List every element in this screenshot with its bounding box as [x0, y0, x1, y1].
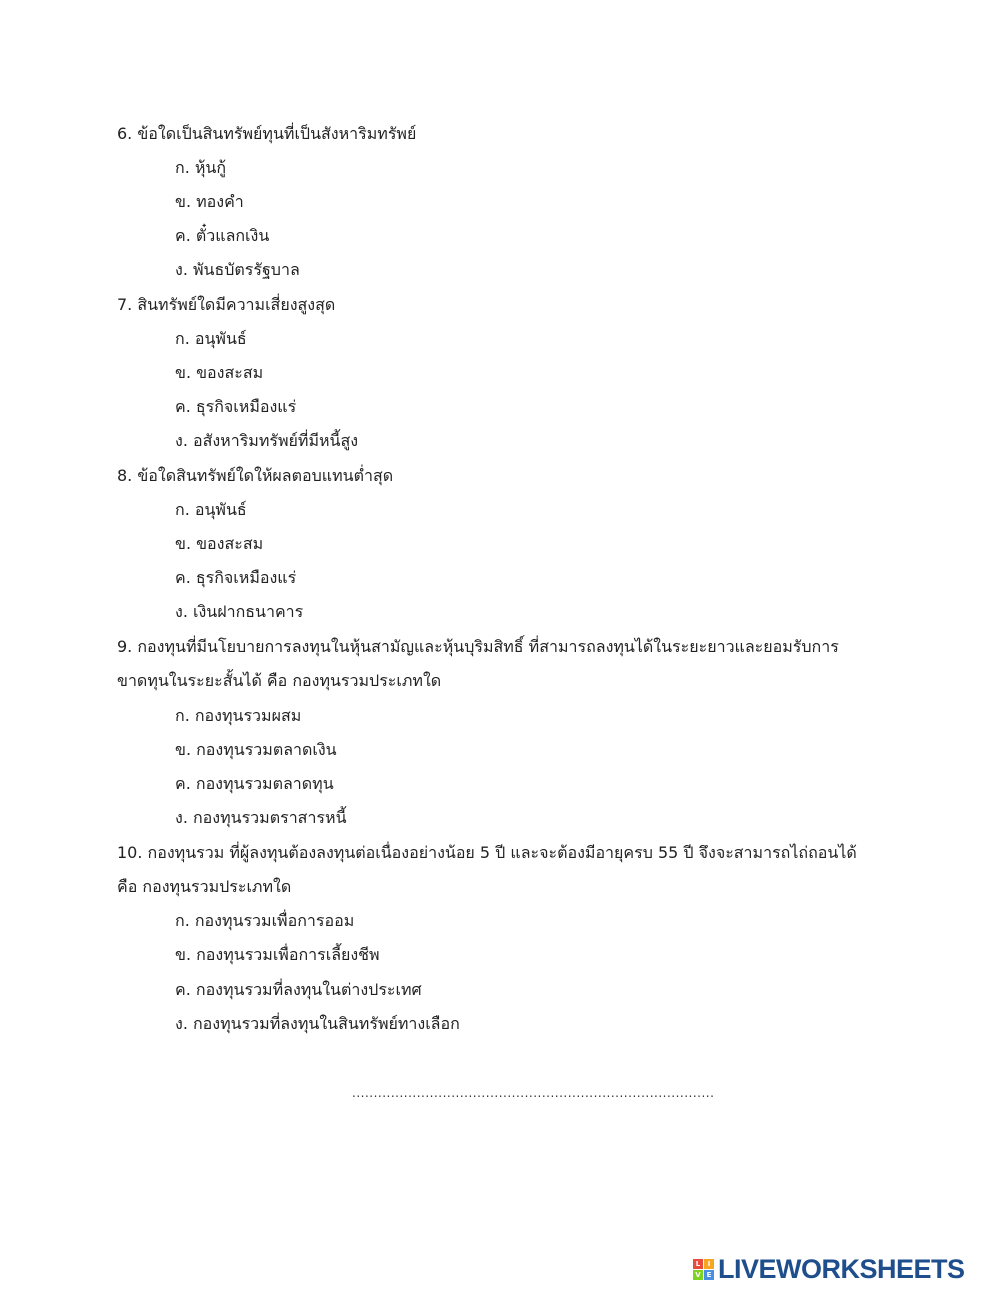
dotted-separator: ....................................................................................	[352, 1086, 715, 1100]
question-10-line-1: 10. กองทุนรวม ที่ผู้ลงทุนต้องลงทุนต่อเนื่องอย่างน้อย 5 ปี และจะต้องมีอายุครบ 55 ปี จึงจะสามารถไถ่ถอนได้	[117, 843, 857, 862]
question-9-option-b[interactable]: ข. กองทุนรวมตลาดเงิน	[175, 740, 337, 759]
liveworksheets-logo-icon	[693, 1259, 714, 1280]
question-10-option-c[interactable]: ค. กองทุนรวมที่ลงทุนในต่างประเทศ	[175, 980, 422, 999]
question-8-option-c[interactable]: ค. ธุรกิจเหมืองแร่	[175, 568, 297, 587]
logo-letter-i: I	[704, 1259, 714, 1269]
question-10-option-d[interactable]: ง. กองทุนรวมที่ลงทุนในสินทรัพย์ทางเลือก	[175, 1014, 460, 1033]
question-10-option-a[interactable]: ก. กองทุนรวมเพื่อการออม	[175, 911, 355, 930]
question-7: 7. สินทรัพย์ใดมีความเสี่ยงสูงสุด	[117, 295, 336, 314]
logo-letter-l: L	[693, 1259, 703, 1269]
liveworksheets-logo	[693, 1253, 965, 1284]
question-9-option-c[interactable]: ค. กองทุนรวมตลาดทุน	[175, 774, 334, 793]
question-6-option-d[interactable]: ง. พันธบัตรรัฐบาล	[175, 260, 300, 279]
question-8: 8. ข้อใดสินทรัพย์ใดให้ผลตอบแทนต่ำสุด	[117, 466, 394, 485]
question-9-option-d[interactable]: ง. กองทุนรวมตราสารหนี้	[175, 808, 347, 827]
question-8-option-b[interactable]: ข. ของสะสม	[175, 534, 264, 553]
question-6-option-b[interactable]: ข. ทองคำ	[175, 192, 244, 211]
liveworksheets-wordmark: LIVEWORKSHEETS	[718, 1253, 965, 1284]
question-7-option-d[interactable]: ง. อสังหาริมทรัพย์ที่มีหนี้สูง	[175, 431, 359, 450]
question-7-option-b[interactable]: ข. ของสะสม	[175, 363, 264, 382]
logo-letter-v: V	[693, 1270, 703, 1280]
question-8-option-d[interactable]: ง. เงินฝากธนาคาร	[175, 602, 304, 621]
question-9-line-1: 9. กองทุนที่มีนโยบายการลงทุนในหุ้นสามัญและหุ้นบุริมสิทธิ์ ที่สามารถลงทุนได้ในระยะยาวและยอมรับการ	[117, 637, 839, 656]
question-6-option-a[interactable]: ก. หุ้นกู้	[175, 158, 227, 177]
question-9-line-2: ขาดทุนในระยะสั้นได้ คือ กองทุนรวมประเภทใด	[117, 671, 442, 690]
question-8-option-a[interactable]: ก. อนุพันธ์	[175, 500, 247, 519]
question-6-option-c[interactable]: ค. ตั๋วแลกเงิน	[175, 226, 270, 245]
question-9-option-a[interactable]: ก. กองทุนรวมผสม	[175, 706, 302, 725]
question-7-option-c[interactable]: ค. ธุรกิจเหมืองแร่	[175, 397, 297, 416]
question-10-line-2: คือ กองทุนรวมประเภทใด	[117, 877, 292, 896]
question-7-option-a[interactable]: ก. อนุพันธ์	[175, 329, 247, 348]
question-6: 6. ข้อใดเป็นสินทรัพย์ทุนที่เป็นสังหาริมทรัพย์	[117, 124, 417, 143]
question-10-option-b[interactable]: ข. กองทุนรวมเพื่อการเลี้ยงชีพ	[175, 945, 380, 964]
logo-letter-e: E	[704, 1270, 714, 1280]
